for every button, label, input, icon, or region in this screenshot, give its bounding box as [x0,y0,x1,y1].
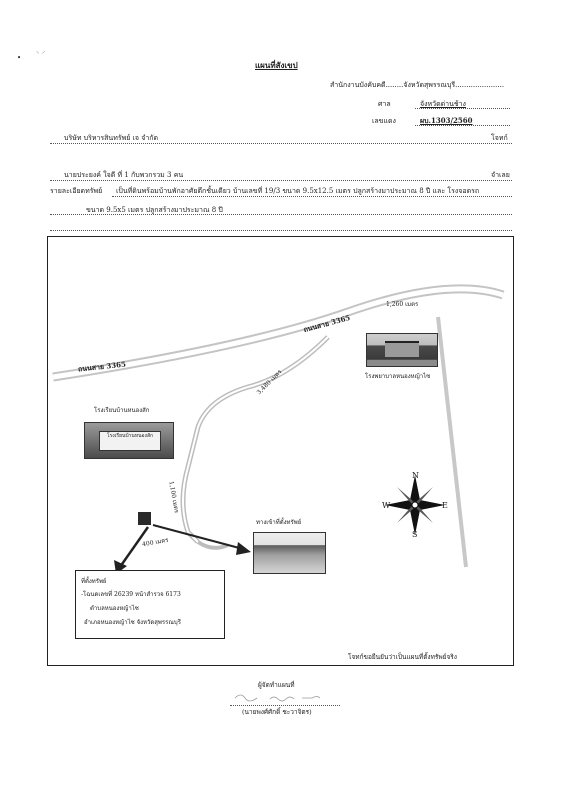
court-value: จังหวัดด่านช้าง [420,100,466,108]
plaintiff-dotline [50,143,512,144]
defendant-name: นายประยงค์ ใจดี ที่ 1 กับพวกรวม 3 คน [64,171,184,179]
maker-label: ผู้จัดทำแผนที่ [258,681,295,689]
secondary-road [183,337,328,542]
location-district: อำเภอหนองหญ้าไซ จังหวัดสุพรรณบุรี [84,619,181,626]
location-deed: -โฉนดเลขที่ 26239 หน้าสำรวจ 6173 [81,591,181,598]
path-photo [253,532,326,574]
case-value: ผบ.1303/2560 [420,116,473,125]
property-line-1: เป็นที่ดินพร้อมบ้านพักอาศัยตึกชั้นเดียว บ้านเลขที่ 19/3 ขนาด 9.5x12.5 เมตร ปลูกสร้างมาประมาณ 8 ปี และ โรงจอดรถ [116,187,480,195]
hospital-building [385,341,419,357]
distance-mid: 3,480 เมตร [255,368,284,397]
defendant-role: จำเลย [491,171,510,179]
hospital-photo [366,333,438,367]
hospital-label: โรงพยาบาลหนองหญ้าไซ [365,373,431,380]
property-pin [138,512,151,525]
path-label: ทางเข้าที่ตั้งทรัพย์ [256,519,302,526]
property-line-2: ขนาด 9.5x5 เมตร ปลูกสร้างมาประมาณ 8 ปี [86,206,223,214]
east-road [438,317,466,567]
compass-e: E [442,501,448,510]
school-label: โรงเรียนบ้านหนองสัก [94,407,150,414]
location-subdistrict: ตำบลหนองหญ้าไซ [90,605,139,612]
court-label: ศาล [378,100,391,108]
compass-n: N [412,471,419,480]
office-line: สำนักงานบังคับคดี........จังหวัดสุพรรณบุรี...................... [330,81,505,89]
distance-side: 1,100 เมตร [167,480,180,514]
scan-mark: • [17,54,22,62]
school-sign: โรงเรียนบ้านหนองสัก [99,431,161,451]
location-title: ที่ตั้งทรัพย์ [81,578,107,585]
property-dotline-1 [112,196,512,197]
property-label: รายละเอียดทรัพย์ [50,187,103,195]
plaintiff-role: โจทก์ [491,134,508,142]
school-photo [84,422,174,459]
defendant-dotline [50,180,512,181]
property-dotline-2 [50,214,512,215]
signature-line [230,705,340,706]
signature [230,690,330,704]
scan-mark: ⸌ ⸍ [36,50,46,58]
location-box [75,570,225,639]
compass [385,475,445,535]
case-dotline [415,125,510,126]
distance-small: 400 เมตร [141,536,169,549]
property-dotline-3 [50,230,512,231]
certify-text: โจทก์ขอยืนยันว่าเป็นแผนที่ตั้งทรัพย์จริง [348,653,457,661]
road-label-lower: ถนนสาย 3365 [77,359,127,374]
signer-name: (นายพงศ์ศักดิ์ ชะวาจิตร) [242,708,312,716]
compass-s: S [412,530,418,539]
plaintiff-name: บริษัท บริหารสินทรัพย์ เจ จำกัด [64,134,159,142]
court-dotline [415,108,510,109]
distance-top: 1,260 เมตร [386,301,419,308]
road-label-upper: ถนนสาย 3365 [302,312,352,335]
page-title: แผนที่สังเขป [255,60,298,70]
compass-w: W [382,501,391,510]
case-label: เลขแดง [372,117,396,125]
